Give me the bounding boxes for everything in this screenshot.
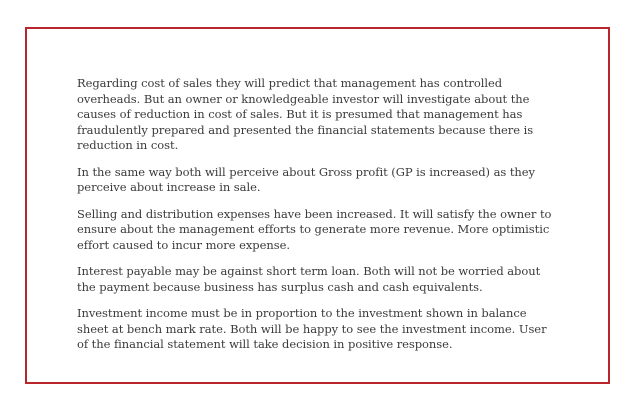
paragraph-selling-distribution: Selling and distribution expenses have been increased. It will satisfy the owner to ensure about the management efforts to generate more revenue. More optimistic effort caused to incur more expense. xyxy=(77,206,552,252)
paragraph-investment-income: Investment income must be in proportion to the investment shown in balance sheet at bench mark rate. Both will be happy to see the investment income. User of the financial statement will take decision in positive response. xyxy=(77,306,547,351)
paragraph-gross-profit: In the same way both will perceive about Gross profit (GP is increased) as they perceive about increase in sale. xyxy=(77,164,535,194)
text-body xyxy=(77,76,552,364)
paragraph-cost-of-sales: Regarding cost of sales they will predict that management has controlled overheads. But an owner or knowledgeable investor will investigate about the causes of reduction in cost of sales. But it is presumed that management has fraudulently prepared and presented the financial statements because there is reduction in cost. xyxy=(77,76,534,152)
slide-border-frame xyxy=(25,27,610,384)
paragraph-interest-payable: Interest payable may be against short term loan. Both will not be worried about the payment because business has surplus cash and cash equivalents. xyxy=(77,264,541,294)
